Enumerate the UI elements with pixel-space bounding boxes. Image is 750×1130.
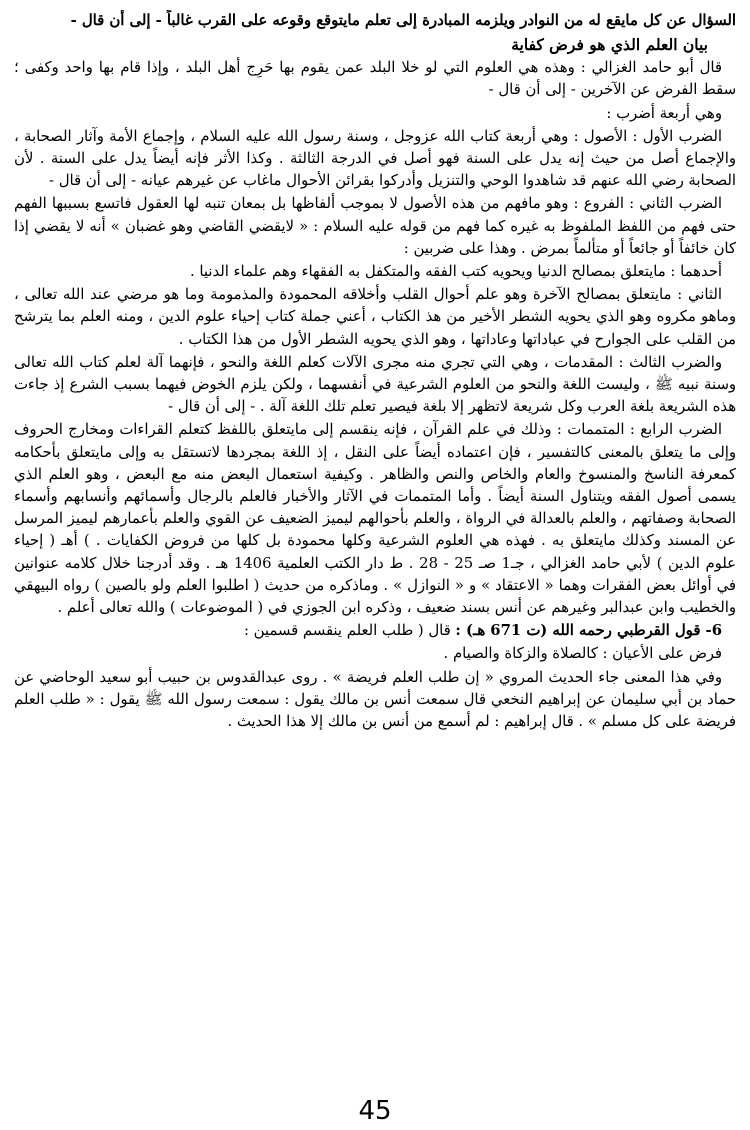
paragraph-opening: السؤال عن كل مايقع له من النوادر ويلزمه المبادرة إلى تعلم مايتوقع وقوعه على القرب غالباً - إلى أن قال - (70, 12, 736, 29)
document-page (14, 10, 736, 1090)
qurtubi-lead: 6- قول القرطبي رحمه الله (ت 671 هـ) : (455, 622, 722, 640)
paragraph-qurtubi (14, 620, 736, 642)
paragraph-ghazali-intro: قال أبو حامد الغزالي : وهذه هي العلوم التي لو خلا البلد عمن يقوم بها حَرِج أهل البلد ، وإذا قام بها واحد وكفى ؛ سقط الفرض عن الآخرين - إلى أن قال - (14, 59, 736, 99)
paragraph-four-types: وهي أربعة أضرب : (606, 104, 722, 122)
paragraph-second-type: الضرب الثاني : الفروع : وهو مافهم من هذه الأصول لا بموجب ألفاظها بل بمعان تنبه لها العقول فاتسع بسببها الفهم حتى فهم من اللفظ الملفوظ به غيره كما فهم من قوله عليه السلام : « لايقضي القاضي وهو غضبان » أنه لا يقضي إذا كان خائفاً أو جائعاً أو متألماً بمرض . وهذا على ضربين : (14, 195, 736, 257)
paragraph-second-branch: الثاني : مايتعلق بمصالح الآخرة وهو علم أحوال القلب وأخلاقه المحمودة والمذمومة وما هو مرضي عند الله تعالى ، وماهو مكروه وهو الذي يحويه الشطر الأخير من هذ الكتاب ، أعني جملة كتاب إحياء علوم الدين ، ومنه العلم بما يترشح من القلب على الجوارح في عباداتها وعاداتها ، وهو الذي يحويه الشطر الأول من هذا الكتاب . (14, 286, 736, 348)
paragraph-fourth-type: الضرب الرابع : المتممات : وذلك في علم القرآن ، فإنه ينقسم إلى مايتعلق باللفظ كتعلم القراءات ومخارج الحروف وإلى ما يتعلق بالمعنى كالتفسير ، فإن اعتماده أيضاً على النقل ، إذ اللغة بمجردها لاتستقل به وإلى مايتعلق بأحكامه كمعرفة الناسخ والمنسوخ والعام والخاص والنص والظاهر . وكيفية استعمال البعض منه مع البعض ، وهو العلم الذي يسمى أصول الفقه ويتناول السنة أيضاً . وأما المتممات في الآثار والأخبار فالعلم بالرجال وأسمائهم وأنسابهم وأسماء الصحابة وصفاتهم ، والعلم بالعدالة في الرواة ، والعلم بأحوالهم ليميز الضعيف عن القوي والعلم بأعمارهم ليميز المرسل عن المسند وكذلك مايتعلق به . فهذه هي العلوم الشرعية وكلها محمودة بل كلها من فروض الكفايات . ) أهـ ( إحياء علوم الدين ) لأبي حامد الغزالي ، جـ1 صـ 25 - 28 . ط دار الكتب العلمية 1406 هـ . وقد أدرجنا خلال كلامه عنوانين في أوائل بعض الفقرات وهما « الاعتقاد » و « النوازل » . وماذكره من حديث ( اطلبوا العلم ولو بالصين ) رواه البيهقي والخطيب وابن عبدالبر وغيرهم عن أنس بسند ضعيف ، وذكره ابن الجوزي في ( الموضوعات ) والله تعالى أعلم . (14, 421, 736, 617)
qurtubi-text: قال ( طلب العلم ينقسم قسمين : (243, 622, 451, 640)
paragraph-hadith: وفي هذا المعنى جاء الحديث المروي « إن طلب العلم فريضة » . روى عبدالقدوس بن حبيب أبو سعيد الوحاضي عن حماد بن أبي سليمان عن إبراهيم النخعي قال سمعت أنس بن مالك يقول : سمعت رسول الله ﷺ يقول : « طلب العلم فريضة على كل مسلم » . قال إبراهيم : لم أسمع من أنس بن مالك إلا هذا الحديث . (14, 668, 736, 731)
paragraph-first-type: الضرب الأول : الأصول : وهي أربعة كتاب الله عزوجل ، وسنة رسول الله عليه السلام ، وإجماع الأمة وآثار الصحابة ، والإجماع أصل من حيث إنه يدل على السنة فهو أصل في الدرجة الثالثة . وكذا الأثر فإنه أيضاً يدل على السنة . لأن الصحابة رضي الله عنهم قد شاهدوا الوحي والتنزيل وأدركوا بقرائن الأحوال ماغاب عن غيرهم عيانه - إلى أن قال - (14, 127, 736, 190)
paragraph-fard-ayn: فرض على الأعيان : كالصلاة والزكاة والصيام . (443, 645, 722, 663)
page-number: 45 (358, 1096, 392, 1126)
paragraph-first-branch: أحدهما : مايتعلق بمصالح الدنيا ويحويه كتب الفقه والمتكفل به الفقهاء وهم علماء الدنيا . (189, 263, 722, 281)
section-heading: بيان العلم الذي هو فرض كفاية (511, 35, 708, 55)
paragraph-third-type: والضرب الثالث : المقدمات ، وهي التي تجري منه مجرى الآلات كعلم اللغة والنحو ، فإنهما آلة لعلم كتاب الله تعالى وسنة نبيه ﷺ ، وليست اللغة والنحو من العلوم الشرعية في أنفسهما ، ولكن يلزم الخوض فيهما بسبب الشرع إذ جاءت هذه الشريعة بلغة العرب وكل شريعة لاتظهر إلا بلغة فيصير تعلم تلك اللغة آلة . - إلى أن قال - (14, 353, 736, 416)
